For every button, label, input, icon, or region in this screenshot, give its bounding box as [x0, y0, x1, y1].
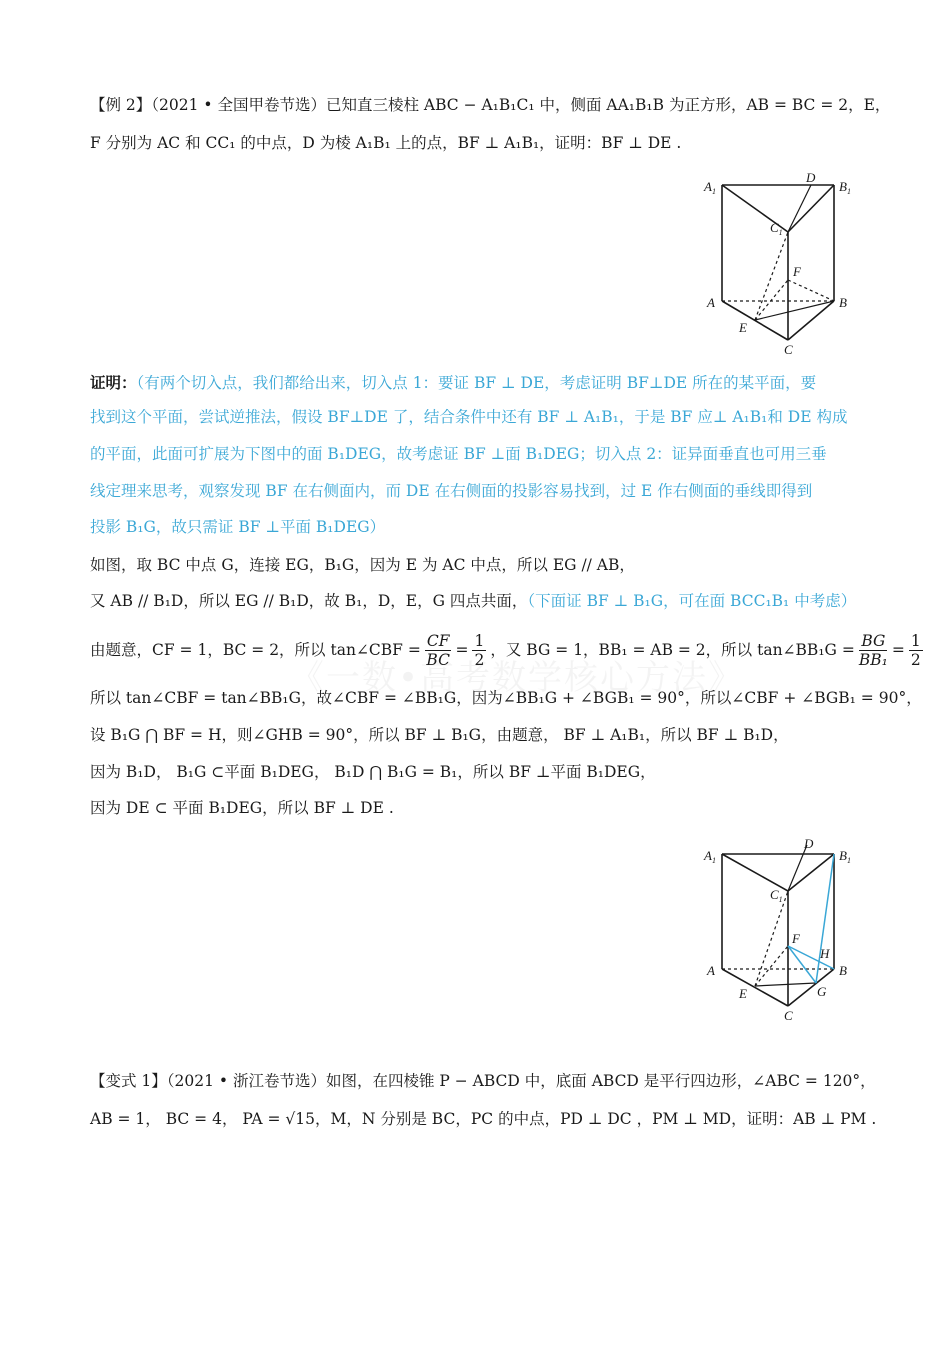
- segment-e-d: [788, 185, 811, 232]
- label-d: D: [804, 836, 814, 851]
- segment-e-d-hidden: [755, 232, 788, 320]
- segment-b1-g: [816, 854, 834, 983]
- proof-hint1: （有两个切入点，我们都给出来，切入点 1：要证 BF ⊥ DE，考虑证明 BF⊥DE 所在的某平面，要: [136, 374, 817, 392]
- fraction-half-1: $\frac{1}{2}$: [474, 631, 485, 669]
- fraction-bg-bb1: $\frac{BG}{\text{BB₁}}$: [858, 631, 888, 669]
- label-h: H: [820, 946, 830, 961]
- proof-hint3: 的平面，此面可扩展为下图中的面 B₁DEG，故考虑证 BF ⊥面 B₁DEG；切入点 2：证异面垂直也可用三垂: [90, 445, 827, 463]
- label-c1: $C_1$: [770, 887, 783, 904]
- segment-e-f: [755, 946, 788, 986]
- edge-a-c: [722, 301, 788, 340]
- label-e: E: [739, 320, 747, 335]
- segment-f-b: [788, 280, 834, 301]
- label-c: C: [784, 342, 793, 357]
- label-a: A: [707, 963, 715, 978]
- proof-step3b: ，又 BG = 1，BB₁ = AB = 2，所以 tan∠BB₁G =: [490, 641, 855, 659]
- variant1-line2: AB = 1， BC = 4， PA = √15，M，N 分别是 BC，PC 的中点，PD ⊥ DC ，PM ⊥ MD，证明：AB ⊥ PM .: [90, 1110, 877, 1128]
- example2-line2: F 分别为 AC 和 CC₁ 的中点，D 为棱 A₁B₁ 上的点，BF ⊥ A₁B₁，证明：BF ⊥ DE .: [90, 134, 682, 152]
- proof-line1: [90, 373, 816, 393]
- proof-step7: 因为 DE ⊂ 平面 B₁DEG，所以 BF ⊥ DE .: [90, 799, 394, 817]
- segment-e-g: [755, 983, 816, 986]
- label-c: C: [784, 1008, 793, 1023]
- label-b1: $B_1$: [839, 848, 851, 865]
- segment-f-g: [788, 946, 816, 983]
- figure-prism-2: [700, 834, 870, 1024]
- edge-c1-b1: [788, 854, 834, 891]
- label-b: B: [839, 295, 847, 310]
- label-c1: $C_1$: [770, 220, 783, 237]
- proof-step5: 设 B₁G ⋂ BF = H，则∠GHB = 90°，所以 BF ⊥ B₁G，由题意， BF ⊥ A₁B₁，所以 BF ⊥ B₁D，: [90, 726, 789, 744]
- label-d: D: [806, 170, 816, 185]
- label-f: F: [793, 264, 801, 279]
- proof-step4: 所以 tan∠CBF = tan∠BB₁G，故∠CBF = ∠BB₁G，因为∠BB₁G + ∠BGB₁ = 90°，所以∠CBF + ∠BGB₁ = 90°，: [90, 689, 922, 707]
- label-b: B: [839, 963, 847, 978]
- label-g: G: [817, 984, 827, 999]
- proof-step3a: 由题意，CF = 1，BC = 2，所以 tan∠CBF =: [90, 641, 421, 659]
- proof-prefix: 证明：: [90, 373, 137, 392]
- proof-step3: 由题意，CF = 1，BC = 2，所以 tan∠CBF = $\frac{CF}{BC}$ = $\frac{1}{2}$ ，又 BG = 1，BB₁ = AB = 2，所以 tan∠BB₁G = $\frac{BG}{\text{BB₁}}$ = $\frac{1}{2}$: [90, 631, 921, 669]
- proof-step1: 如图，取 BC 中点 G，连接 EG，B₁G，因为 E 为 AC 中点，所以 EG // AB，: [90, 556, 635, 574]
- figure-prism-1: [700, 168, 870, 358]
- proof-hint4: 线定理来思考，观察发现 BF 在右侧面内，而 DE 在右侧面的投影容易找到，过 E 作右侧面的垂线即得到: [90, 482, 813, 500]
- fraction-half-2: $\frac{1}{2}$: [910, 631, 921, 669]
- edge-c-b: [788, 969, 834, 1006]
- proof-step2b: （下面证 BF ⊥ B₁G，可在面 BCC₁B₁ 中考虑）: [527, 592, 857, 610]
- label-a1: $A_1$: [704, 179, 716, 196]
- label-a: A: [707, 295, 715, 310]
- label-e: E: [739, 986, 747, 1001]
- example2-line1: 【例 2】（2021 • 全国甲卷节选）已知直三棱柱 ABC − A₁B₁C₁ 中，侧面 AA₁B₁B 为正方形，AB = BC = 2，E，: [90, 96, 891, 114]
- variant1-line1: 【变式 1】（2021 • 浙江卷节选）如图，在四棱锥 P − ABCD 中，底面 ABCD 是平行四边形，∠ABC = 120°，: [90, 1072, 876, 1090]
- proof-step2: [90, 591, 856, 611]
- proof-step6: 因为 B₁D， B₁G ⊂平面 B₁DEG， B₁D ⋂ B₁G = B₁，所以 BF ⊥平面 B₁DEG，: [90, 763, 656, 781]
- edge-a1-c1: [722, 854, 788, 891]
- proof-step2a: 又 AB // B₁D，所以 EG // B₁D，故 B₁，D，E，G 四点共面，: [90, 592, 528, 610]
- segment-e-f: [755, 280, 788, 320]
- label-b1: $B_1$: [839, 179, 851, 196]
- fraction-cf-bc: $\frac{CF}{BC}$: [426, 631, 450, 669]
- edge-c1-b1: [788, 185, 834, 232]
- edge-a-c: [722, 969, 788, 1006]
- label-a1: $A_1$: [704, 848, 716, 865]
- segment-e-d-hidden: [755, 891, 788, 986]
- label-f: F: [792, 931, 800, 946]
- proof-hint5: 投影 B₁G，故只需证 BF ⊥平面 B₁DEG）: [90, 518, 386, 536]
- proof-hint2: 找到这个平面，尝试逆推法，假设 BF⊥DE 了，结合条件中还有 BF ⊥ A₁B₁，于是 BF 应⊥ A₁B₁和 DE 构成: [90, 408, 848, 426]
